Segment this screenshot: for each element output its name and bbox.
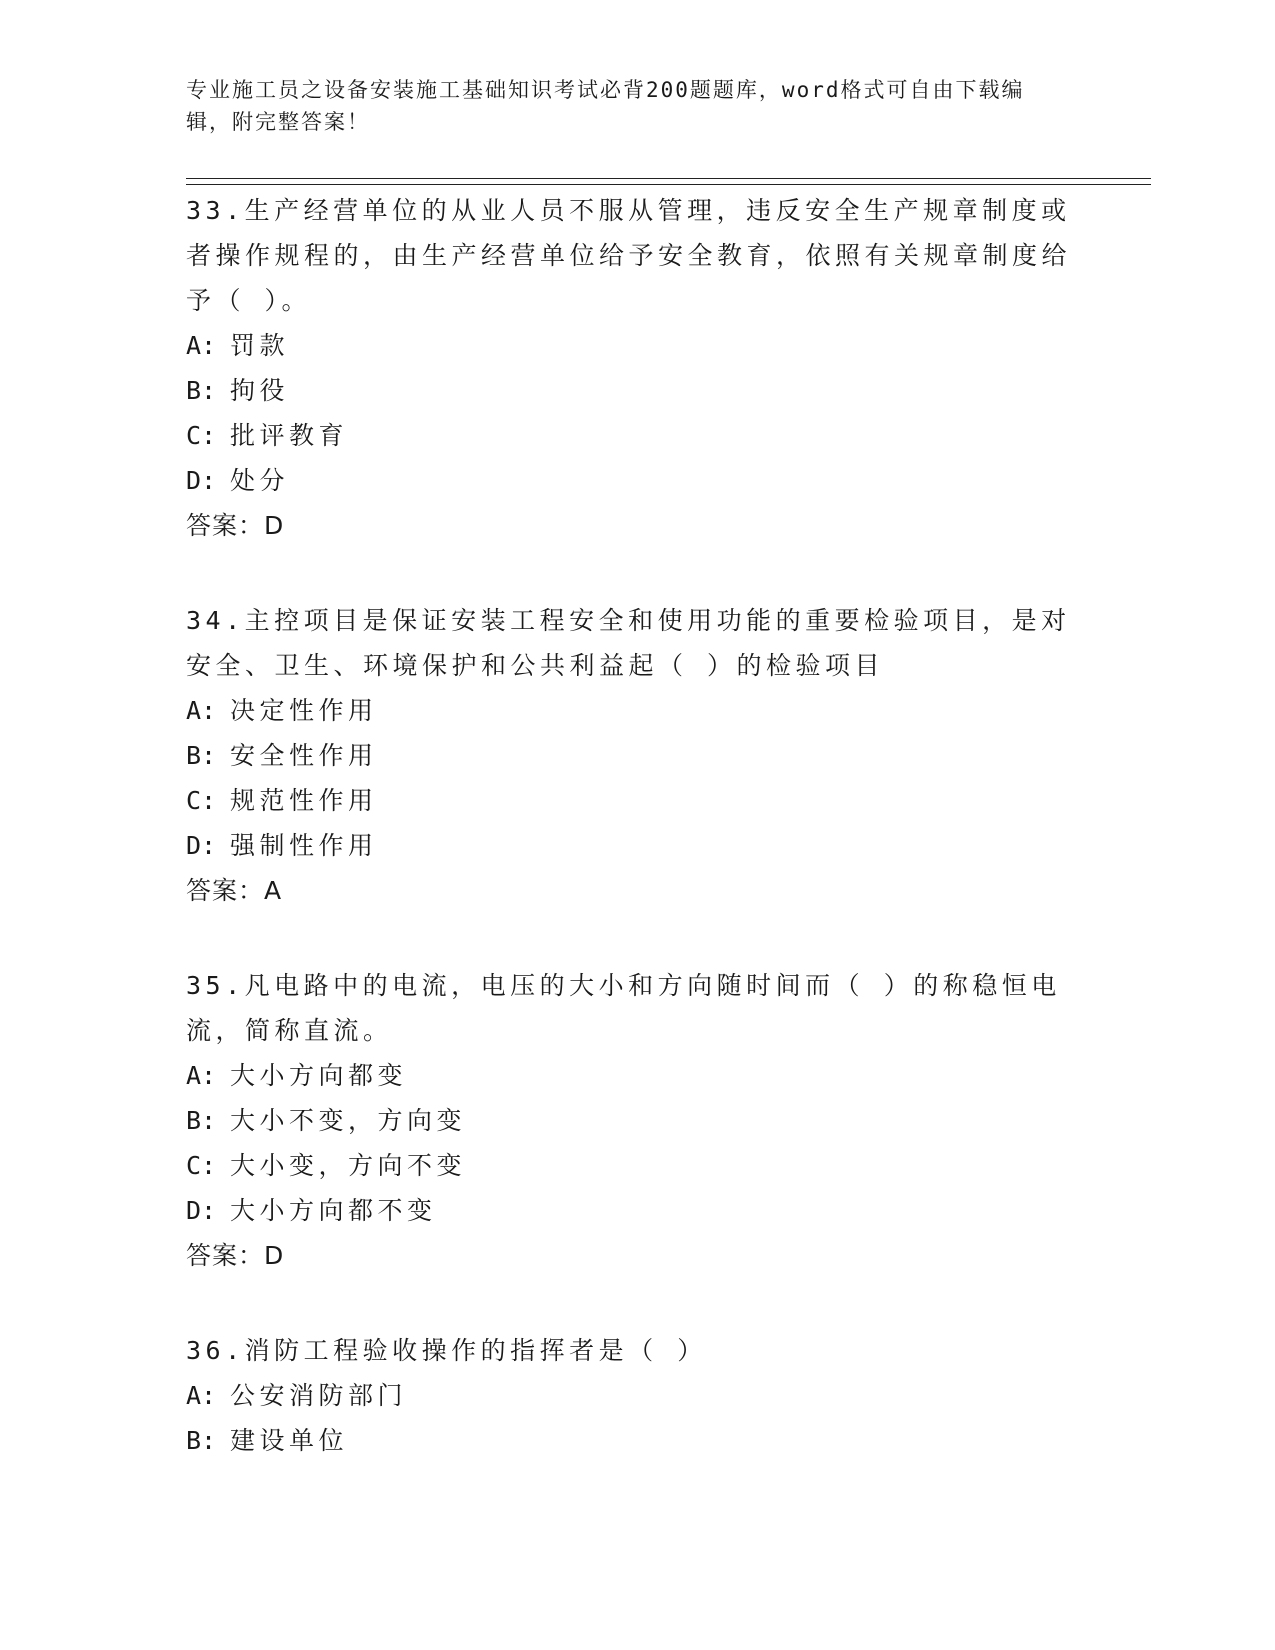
option-text: 公安消防部门 bbox=[230, 1381, 408, 1410]
option-text: 大小不变，方向变 bbox=[230, 1106, 467, 1135]
option-label: B: bbox=[186, 376, 217, 405]
option-text: 批评教育 bbox=[230, 421, 349, 450]
question-36 bbox=[186, 1328, 1086, 1463]
option-b bbox=[186, 368, 1086, 413]
option-text: 大小方向都变 bbox=[230, 1061, 408, 1090]
document-header: 专业施工员之设备安装施工基础知识考试必背200题题库，word格式可自由下载编辑，附完整答案！ bbox=[186, 78, 1025, 134]
answer-line: 答案：D bbox=[186, 511, 285, 540]
option-text: 决定性作用 bbox=[230, 696, 378, 725]
option-text: 拘役 bbox=[230, 376, 290, 405]
option-label: C: bbox=[186, 786, 217, 815]
question-list bbox=[186, 188, 1086, 1513]
question-stem: 33.生产经营单位的从业人员不服从管理，违反安全生产规章制度或者操作规程的，由生产经营单位给予安全教育，依照有关规章制度给予（ ）。 bbox=[186, 196, 1072, 315]
option-label: D: bbox=[186, 831, 217, 860]
option-d bbox=[186, 458, 1086, 503]
option-label: A: bbox=[186, 1381, 217, 1410]
header-divider-top bbox=[186, 178, 1151, 179]
option-label: A: bbox=[186, 331, 217, 360]
option-c bbox=[186, 413, 1086, 458]
option-d bbox=[186, 823, 1086, 868]
option-label: C: bbox=[186, 421, 217, 450]
option-label: D: bbox=[186, 466, 217, 495]
option-text: 规范性作用 bbox=[230, 786, 378, 815]
answer-line: 答案：A bbox=[186, 876, 283, 905]
header-divider-bottom bbox=[186, 184, 1151, 185]
question-35 bbox=[186, 963, 1086, 1278]
option-a bbox=[186, 323, 1086, 368]
option-b bbox=[186, 1098, 1086, 1143]
option-c bbox=[186, 1143, 1086, 1188]
option-text: 罚款 bbox=[230, 331, 290, 360]
option-text: 处分 bbox=[230, 466, 290, 495]
option-label: B: bbox=[186, 1106, 217, 1135]
option-a bbox=[186, 1373, 1086, 1418]
option-label: B: bbox=[186, 741, 217, 770]
option-label: A: bbox=[186, 696, 217, 725]
question-stem: 35.凡电路中的电流，电压的大小和方向随时间而（ ）的称稳恒电流，简称直流。 bbox=[186, 971, 1061, 1045]
question-stem: 34.主控项目是保证安装工程安全和使用功能的重要检验项目，是对安全、卫生、环境保护和公共利益起（ ）的检验项目 bbox=[186, 606, 1071, 680]
question-34 bbox=[186, 598, 1086, 913]
option-a bbox=[186, 688, 1086, 733]
option-label: D: bbox=[186, 1196, 217, 1225]
option-label: B: bbox=[186, 1426, 217, 1455]
option-text: 大小方向都不变 bbox=[230, 1196, 437, 1225]
option-c bbox=[186, 778, 1086, 823]
option-text: 强制性作用 bbox=[230, 831, 378, 860]
option-b bbox=[186, 733, 1086, 778]
option-label: A: bbox=[186, 1061, 217, 1090]
question-33 bbox=[186, 188, 1086, 548]
question-stem: 36.消防工程验收操作的指挥者是（ ） bbox=[186, 1336, 707, 1365]
option-d bbox=[186, 1188, 1086, 1233]
option-label: C: bbox=[186, 1151, 217, 1180]
option-text: 安全性作用 bbox=[230, 741, 378, 770]
answer-line: 答案：D bbox=[186, 1241, 285, 1270]
option-text: 建设单位 bbox=[230, 1426, 349, 1455]
option-b bbox=[186, 1418, 1086, 1463]
option-text: 大小变，方向不变 bbox=[230, 1151, 467, 1180]
option-a bbox=[186, 1053, 1086, 1098]
